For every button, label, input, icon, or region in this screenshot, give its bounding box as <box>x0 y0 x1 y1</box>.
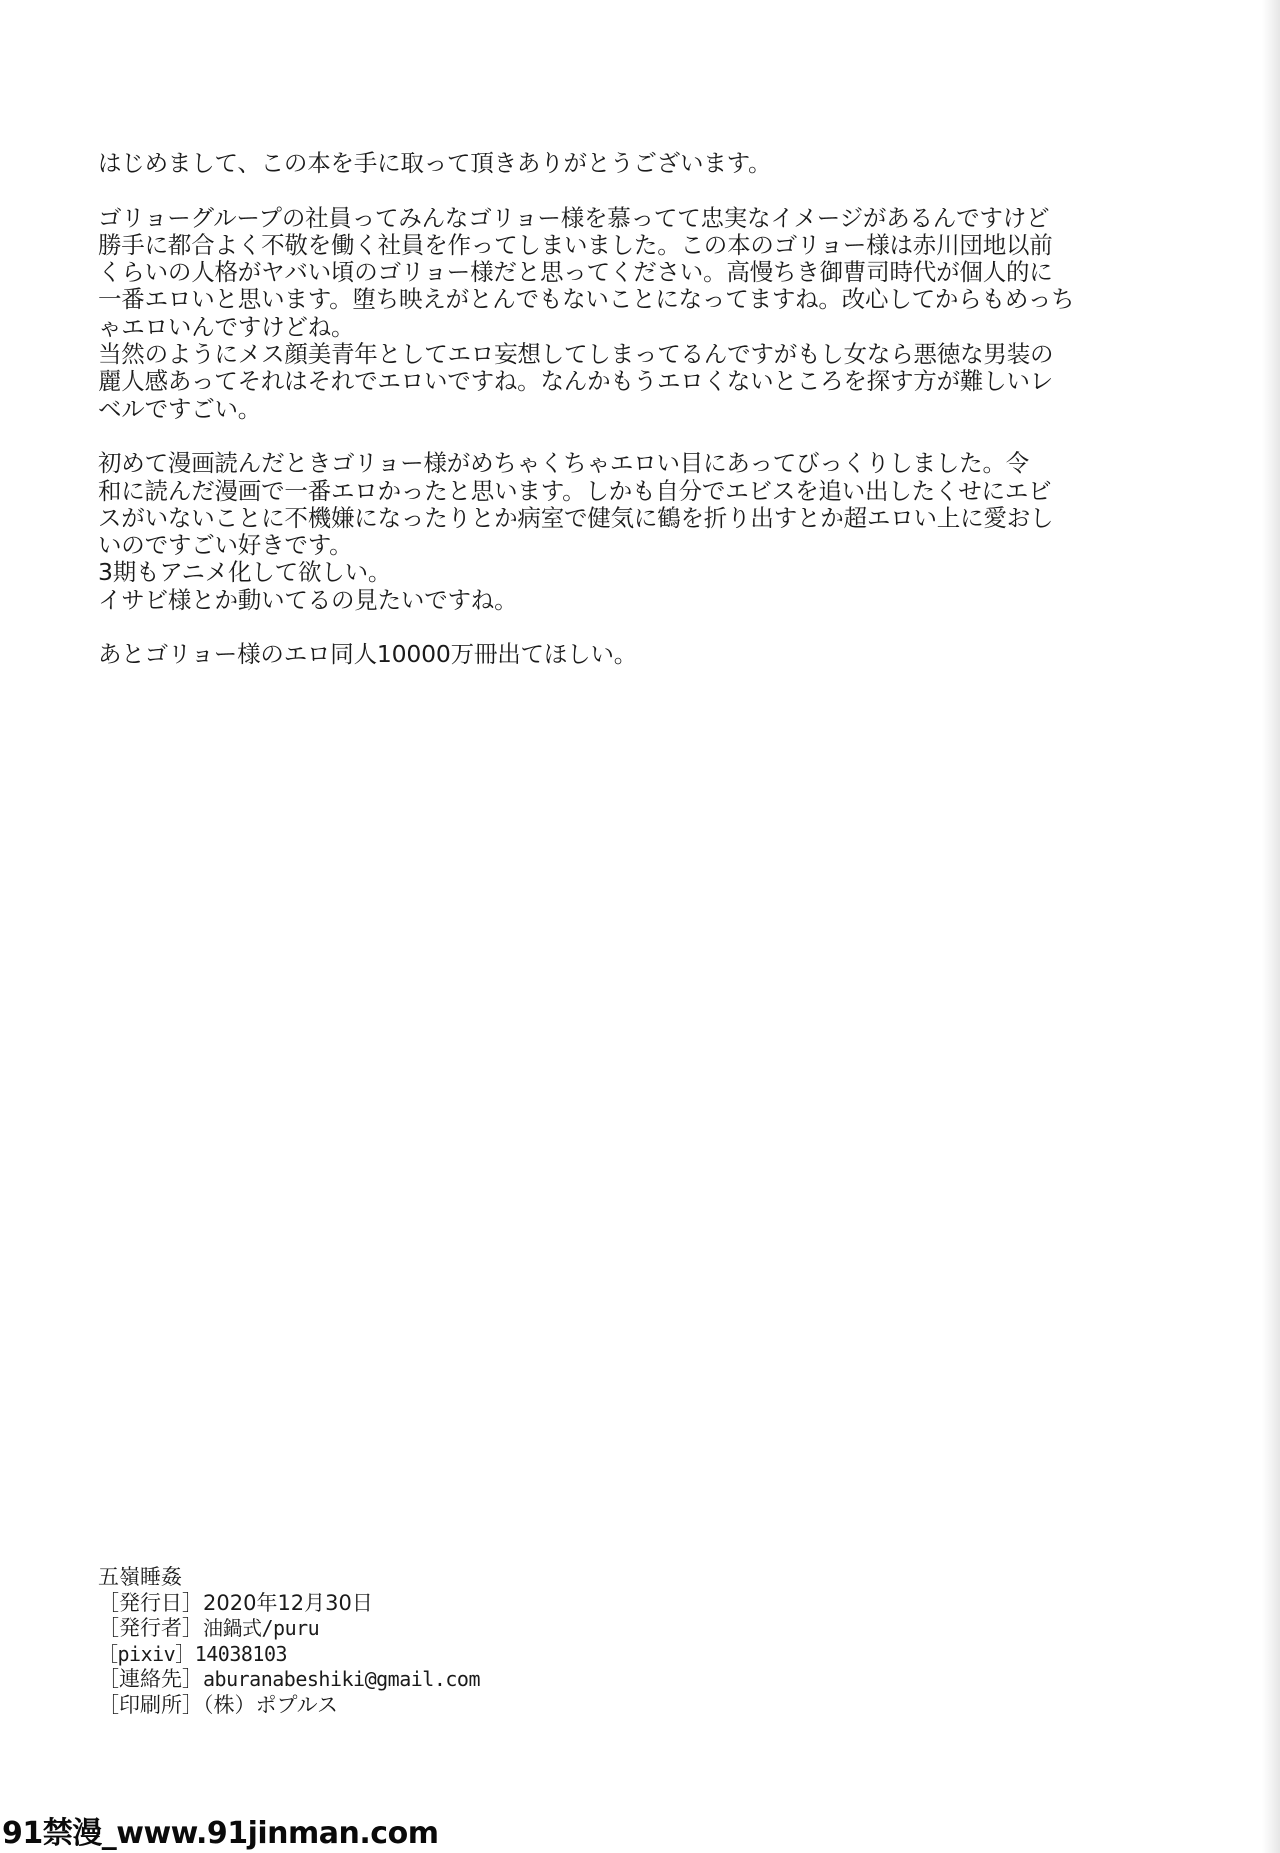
afterword-line: いのですごい好きです。 <box>98 531 353 560</box>
colophon-label: ［発行日］ <box>98 1590 203 1615</box>
afterword-text <box>98 150 1158 669</box>
afterword-line: 麗人感あってそれはそれでエロいですね。なんかもうエロくないところを探す方が難しいレ <box>98 367 1054 396</box>
colophon <box>98 1565 480 1718</box>
colophon-value: aburanabeshiki@gmail.com <box>203 1667 480 1691</box>
watermark-text: 91禁漫_www.91jinman.com <box>2 1816 439 1851</box>
page-edge-shadow <box>1262 0 1280 1853</box>
colophon-row-pixiv <box>98 1642 480 1668</box>
afterword-line: 和に読んだ漫画で一番エロかったと思います。しかも自分でエビスを追い出したくせにエビ <box>98 476 1052 505</box>
afterword-line: イサビ様とか動いてるの見たいですね。 <box>98 585 518 614</box>
colophon-row-date <box>98 1591 480 1617</box>
afterword-line: ベルですごい。 <box>98 394 262 423</box>
colophon-value: 油鍋式/puru <box>203 1616 320 1640</box>
afterword-line: はじめまして、この本を手に取って頂きありがとうございます。 <box>98 149 772 177</box>
colophon-value: 2020年12月30日 <box>203 1590 373 1615</box>
site-watermark <box>0 1807 454 1853</box>
colophon-label: ［連絡先］ <box>98 1667 203 1691</box>
colophon-row-printer <box>98 1693 480 1719</box>
afterword-line: ゴリョーグループの社員ってみんなゴリョー様を慕ってて忠実なイメージがあるんですけど <box>98 203 1050 232</box>
paragraph-gap <box>98 614 1158 641</box>
colophon-row-publisher <box>98 1616 480 1642</box>
colophon-label: ［pixiv］ <box>98 1641 195 1666</box>
afterword-line: 当然のようにメス顔美青年としてエロ妄想してしまってるんですがもし女なら悪徳な男装の <box>98 340 1054 369</box>
colophon-value: 14038103 <box>194 1641 288 1666</box>
paragraph-gap <box>98 423 1158 450</box>
afterword-line: 3期もアニメ化して欲しい。 <box>98 558 392 587</box>
colophon-title: 五嶺睡姦 <box>98 1565 182 1589</box>
afterword-line: ゃエロいんですけどね。 <box>98 312 355 341</box>
afterword-line: あとゴリョー様のエロ同人10000万冊出てほしい。 <box>98 640 638 669</box>
afterword-line: 一番エロいと思います。堕ち映えがとんでもないことになってますね。改心してからもめっち <box>98 285 1075 314</box>
afterword-line: くらいの人格がヤバい頃のゴリョー様だと思ってください。高慢ちき御曹司時代が個人的に <box>98 258 1053 287</box>
colophon-value: （株）ポプルス <box>203 1692 339 1717</box>
afterword-line: 勝手に都合よく不敬を働く社員を作ってしまいました。この本のゴリョー様は赤川団地以前 <box>98 230 1053 259</box>
colophon-row-contact <box>98 1667 480 1693</box>
afterword-line: スがいないことに不機嫌になったりとか病室で健気に鶴を折り出すとか超エロい上に愛おし <box>98 503 1054 532</box>
paragraph-gap <box>98 177 1158 204</box>
colophon-label: ［発行者］ <box>98 1616 203 1640</box>
afterword-line: 初めて漫画読んだときゴリョー様がめちゃくちゃエロい目にあってびっくりしました。令 <box>98 449 1030 478</box>
colophon-label: ［印刷所］ <box>98 1692 203 1717</box>
